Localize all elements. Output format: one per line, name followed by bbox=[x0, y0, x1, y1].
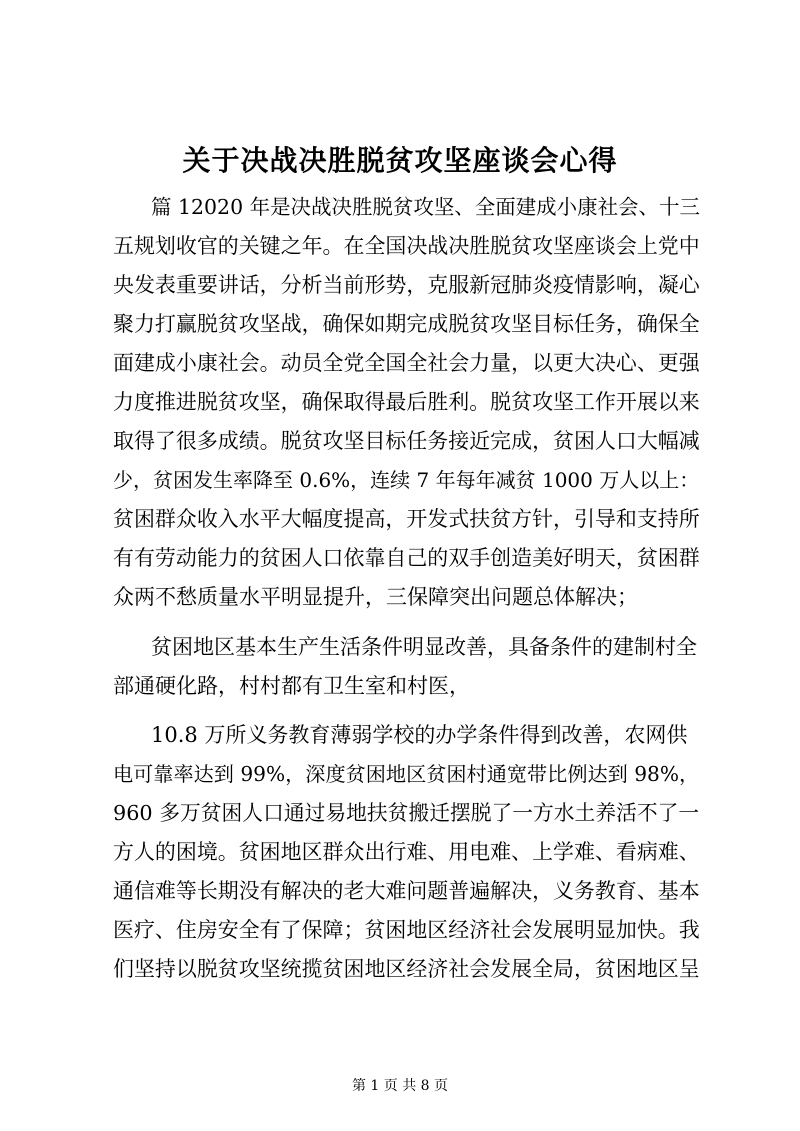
body-line: 少，贫困发生率降至 0.6%，连续 7 年每年减贫 1000 万人以上： bbox=[113, 468, 700, 492]
body-line: 通信难等长期没有解决的老大难问题普遍解决，义务教育、基本 bbox=[113, 879, 700, 903]
body-line: 960 多万贫困人口通过易地扶贫搬迁摆脱了一方水土养活不了一 bbox=[113, 801, 700, 825]
body-line: 10.8 万所义务教育薄弱学校的办学条件得到改善，农网供 bbox=[151, 723, 688, 747]
body-line: 面建成小康社会。动员全党全国全社会力量，以更大决心、更强 bbox=[113, 351, 700, 375]
body-line: 众两不愁质量水平明显提升，三保障突出问题总体解决； bbox=[113, 585, 638, 609]
page-number-footer: 第 1 页 共 8 页 bbox=[351, 1078, 449, 1094]
body-line: 贫困群众收入水平大幅度提高，开发式扶贫方针，引导和支持所 bbox=[113, 507, 700, 531]
body-line: 央发表重要讲话，分析当前形势，克服新冠肺炎疫情影响，凝心 bbox=[113, 273, 700, 297]
body-line: 取得了很多成绩。脱贫攻坚目标任务接近完成，贫困人口大幅减 bbox=[113, 429, 700, 453]
body-line: 电可靠率达到 99%，深度贫困地区贫困村通宽带比例达到 98%， bbox=[113, 762, 700, 786]
body-line: 部通硬化路，村村都有卫生室和村医， bbox=[113, 674, 470, 698]
body-line: 贫困地区基本生产生活条件明显改善，具备条件的建制村全 bbox=[151, 635, 697, 659]
body-line: 聚力打赢脱贫攻坚战，确保如期完成脱贫攻坚目标任务，确保全 bbox=[113, 312, 700, 336]
body-line: 们坚持以脱贫攻坚统揽贫困地区经济社会发展全局，贫困地区呈 bbox=[113, 957, 700, 981]
body-line: 有有劳动能力的贫困人口依靠自己的双手创造美好明天，贫困群 bbox=[113, 546, 700, 570]
body-line: 篇 12020 年是决战决胜脱贫攻坚、全面建成小康社会、十三 bbox=[151, 195, 700, 219]
document-title: 关于决战决胜脱贫攻坚座谈会心得 bbox=[182, 144, 618, 177]
body-line: 医疗、住房安全有了保障；贫困地区经济社会发展明显加快。我 bbox=[113, 918, 700, 942]
body-line: 力度推进脱贫攻坚，确保取得最后胜利。脱贫攻坚工作开展以来 bbox=[113, 390, 700, 414]
body-line: 方人的困境。贫困地区群众出行难、用电难、上学难、看病难、 bbox=[113, 840, 700, 864]
body-line: 五规划收官的关键之年。在全国决战决胜脱贫攻坚座谈会上党中 bbox=[113, 234, 700, 258]
